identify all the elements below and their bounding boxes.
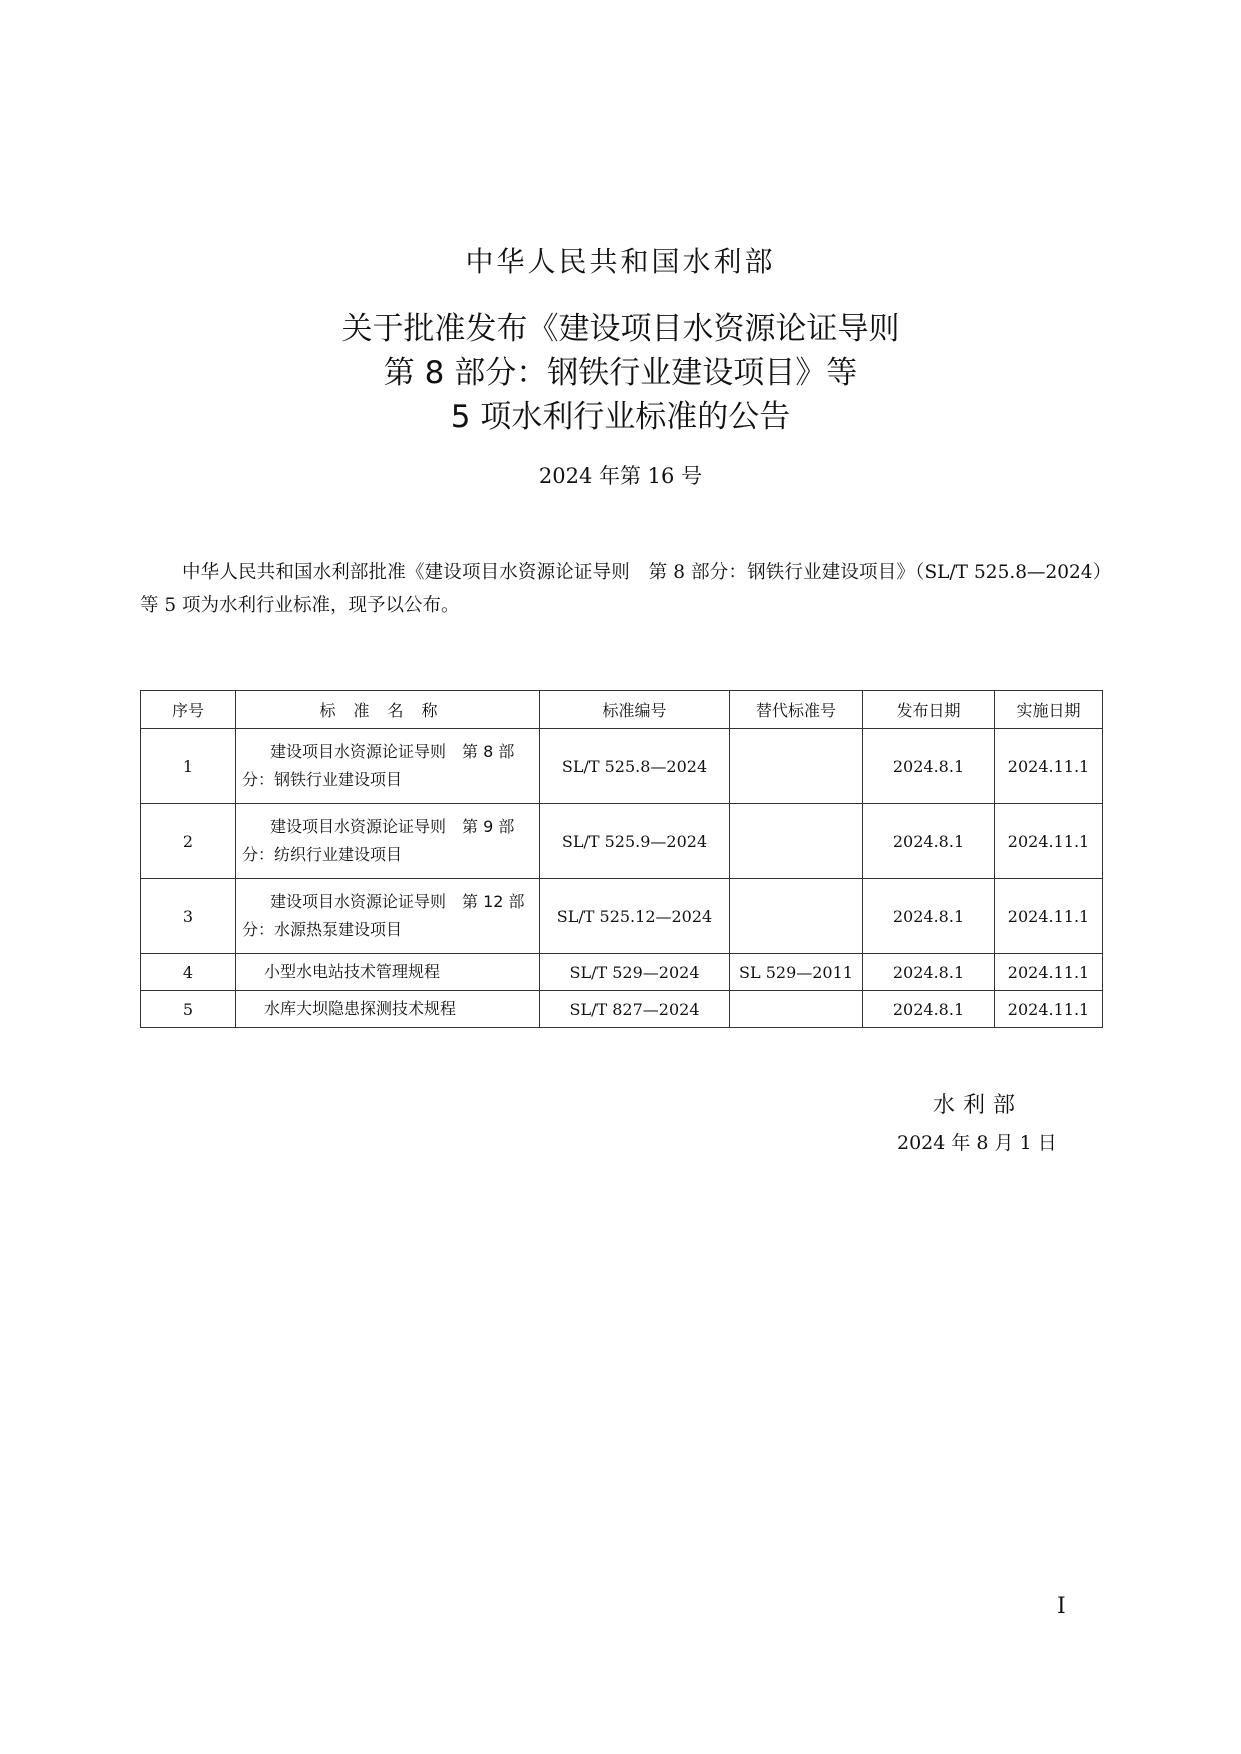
cell-serial-number: 5 xyxy=(141,991,236,1028)
cell-replaced-standard: SL 529—2011 xyxy=(730,954,863,991)
table-row xyxy=(141,804,1103,879)
cell-effective-date: 2024.11.1 xyxy=(995,804,1103,879)
table-row xyxy=(141,879,1103,954)
cell-replaced-standard xyxy=(730,729,863,804)
cell-standard-name: 小型水电站技术管理规程 xyxy=(236,954,540,991)
signing-organization: 水利部 xyxy=(933,1093,1024,1118)
cell-replaced-standard xyxy=(730,991,863,1028)
cell-replaced-standard xyxy=(730,804,863,879)
header-serial-number: 序号 xyxy=(141,691,236,729)
title-line-1: 关于批准发布《建设项目水资源论证导则 xyxy=(341,311,900,347)
header-standard-code: 标准编号 xyxy=(540,691,730,729)
cell-publish-date: 2024.8.1 xyxy=(863,954,995,991)
cell-publish-date: 2024.8.1 xyxy=(863,879,995,954)
title-line-2: 第 8 部分：钢铁行业建设项目》等 xyxy=(383,355,858,391)
table-header-row xyxy=(141,691,1103,729)
cell-standard-name: 建设项目水资源论证导则 第 12 部分：水源热泵建设项目 xyxy=(236,879,540,954)
cell-effective-date: 2024.11.1 xyxy=(995,991,1103,1028)
cell-standard-code: SL/T 827—2024 xyxy=(540,991,730,1028)
cell-standard-code: SL/T 525.12—2024 xyxy=(540,879,730,954)
cell-publish-date: 2024.8.1 xyxy=(863,991,995,1028)
header-replaced-standard: 替代标准号 xyxy=(730,691,863,729)
header-standard-name: 标准名称 xyxy=(236,691,540,729)
cell-serial-number: 2 xyxy=(141,804,236,879)
document-number: 2024 年第 16 号 xyxy=(538,464,703,488)
cell-effective-date: 2024.11.1 xyxy=(995,954,1103,991)
cell-standard-name: 水库大坝隐患探测技术规程 xyxy=(236,991,540,1028)
table-row xyxy=(141,954,1103,991)
cell-publish-date: 2024.8.1 xyxy=(863,729,995,804)
cell-standard-code: SL/T 525.8—2024 xyxy=(540,729,730,804)
cell-effective-date: 2024.11.1 xyxy=(995,729,1103,804)
cell-standard-name: 建设项目水资源论证导则 第 8 部分：钢铁行业建设项目 xyxy=(236,729,540,804)
page-number: I xyxy=(1057,1594,1066,1619)
cell-publish-date: 2024.8.1 xyxy=(863,804,995,879)
header-effective-date: 实施日期 xyxy=(995,691,1103,729)
header-publish-date: 发布日期 xyxy=(863,691,995,729)
standards-table xyxy=(140,690,1103,1028)
cell-serial-number: 1 xyxy=(141,729,236,804)
table-row xyxy=(141,729,1103,804)
signing-date: 2024 年 8 月 1 日 xyxy=(897,1132,1057,1154)
cell-standard-code: SL/T 525.9—2024 xyxy=(540,804,730,879)
cell-replaced-standard xyxy=(730,879,863,954)
cell-serial-number: 4 xyxy=(141,954,236,991)
title-line-3: 5 项水利行业标准的公告 xyxy=(450,399,791,435)
cell-standard-code: SL/T 529—2024 xyxy=(540,954,730,991)
table-row xyxy=(141,991,1103,1028)
issuer-heading: 中华人民共和国水利部 xyxy=(465,245,776,278)
announcement-paragraph: 中华人民共和国水利部批准《建设项目水资源论证导则 第 8 部分：钢铁行业建设项目》（SL/T 525.8—2024）等 5 项为水利行业标准，现予以公布。 xyxy=(140,562,1102,616)
cell-effective-date: 2024.11.1 xyxy=(995,879,1103,954)
cell-serial-number: 3 xyxy=(141,879,236,954)
cell-standard-name: 建设项目水资源论证导则 第 9 部分：纺织行业建设项目 xyxy=(236,804,540,879)
